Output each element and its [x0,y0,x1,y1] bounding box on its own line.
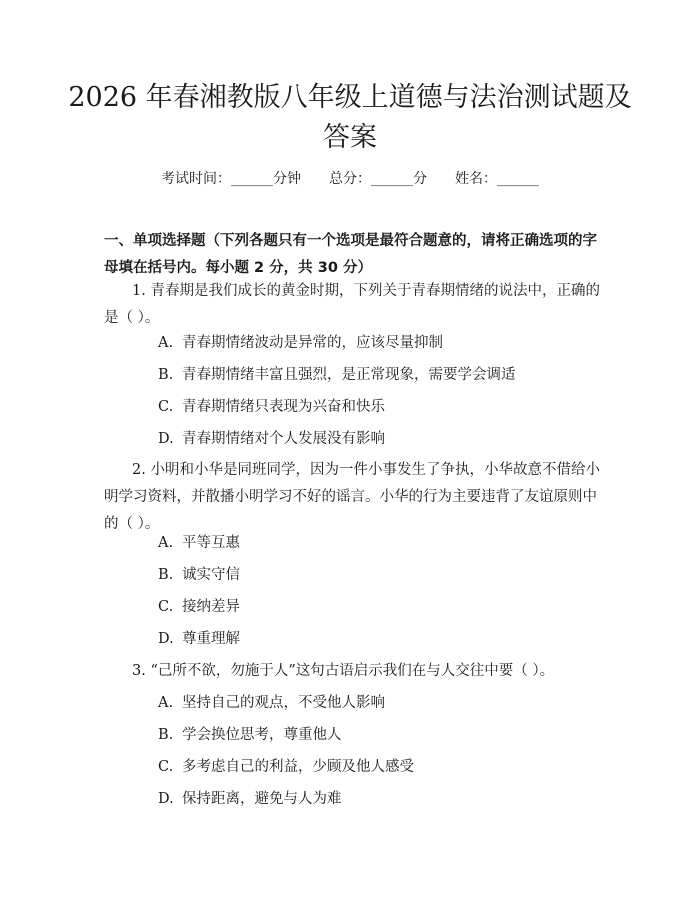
option-letter: A. [158,695,174,711]
section-heading: 一、单项选择题（下列各题只有一个选项是最符合题意的，请将正确选项的字母填在括号内。每小题 2 分，共 30 分） [104,233,597,276]
question-number: 2. [132,462,146,478]
question-text: “己所不欲，勿施于人”这句古语启示我们在与人交往中要（ ）。 [150,663,555,679]
question-1-option-b [158,365,620,385]
option-letter: A. [158,335,174,351]
question-text: 小明和小华是同班同学，因为一件小事发生了争执，小华故意不借给小明学习资料，并散播小明学习不好的谣言。小华的行为主要违背了友谊原则中的（ ）。 [104,462,600,532]
page-title: 2026 年春湘教版八年级上道德与法治测试题及答案 [68,82,632,153]
option-letter: D. [158,631,174,647]
total-score-field: 总分：______分 [329,171,427,187]
option-text: 青春期情绪丰富且强烈，是正常现象，需要学会调适 [182,367,516,383]
option-text: 保持距离，避免与人为难 [182,791,342,807]
option-letter: D. [158,791,174,807]
exam-meta [0,169,700,189]
option-text: 青春期情绪对个人发展没有影响 [182,431,385,447]
option-letter: D. [158,431,174,447]
exam-time-field: 考试时间：______分钟 [161,171,301,187]
option-text: 青春期情绪只表现为兴奋和快乐 [182,399,385,415]
option-letter: C. [158,399,174,415]
option-letter: B. [158,567,174,583]
option-text: 学会换位思考，尊重他人 [182,727,342,743]
option-text: 青春期情绪波动是异常的，应该尽量抑制 [182,335,443,351]
question-1-option-a [158,333,620,353]
question-3-option-b [158,725,620,745]
question-2-option-d [158,629,620,649]
option-text: 接纳差异 [182,599,240,615]
question-2 [104,457,600,538]
option-letter: A. [158,535,174,551]
question-3-option-a [158,693,620,713]
option-letter: C. [158,599,174,615]
question-3-option-d [158,789,620,809]
question-text: 青春期是我们成长的黄金时期，下列关于青春期情绪的说法中，正确的是（ ）。 [104,283,600,326]
question-2-option-a [158,533,620,553]
option-text: 尊重理解 [182,631,240,647]
option-text: 诚实守信 [182,567,240,583]
option-text: 多考虑自己的利益，少顾及他人感受 [182,759,414,775]
option-letter: B. [158,367,174,383]
question-1 [104,278,600,332]
name-field: 姓名：______ [455,171,539,187]
question-3-option-c [158,757,620,777]
question-number: 1. [132,283,146,299]
question-1-option-c [158,397,620,417]
question-1-option-d [158,429,620,449]
question-2-option-c [158,597,620,617]
question-3 [104,658,600,685]
option-text: 平等互惠 [182,535,240,551]
question-number: 3. [132,663,146,679]
option-text: 坚持自己的观点，不受他人影响 [182,695,385,711]
option-letter: B. [158,727,174,743]
option-letter: C. [158,759,174,775]
question-2-option-b [158,565,620,585]
